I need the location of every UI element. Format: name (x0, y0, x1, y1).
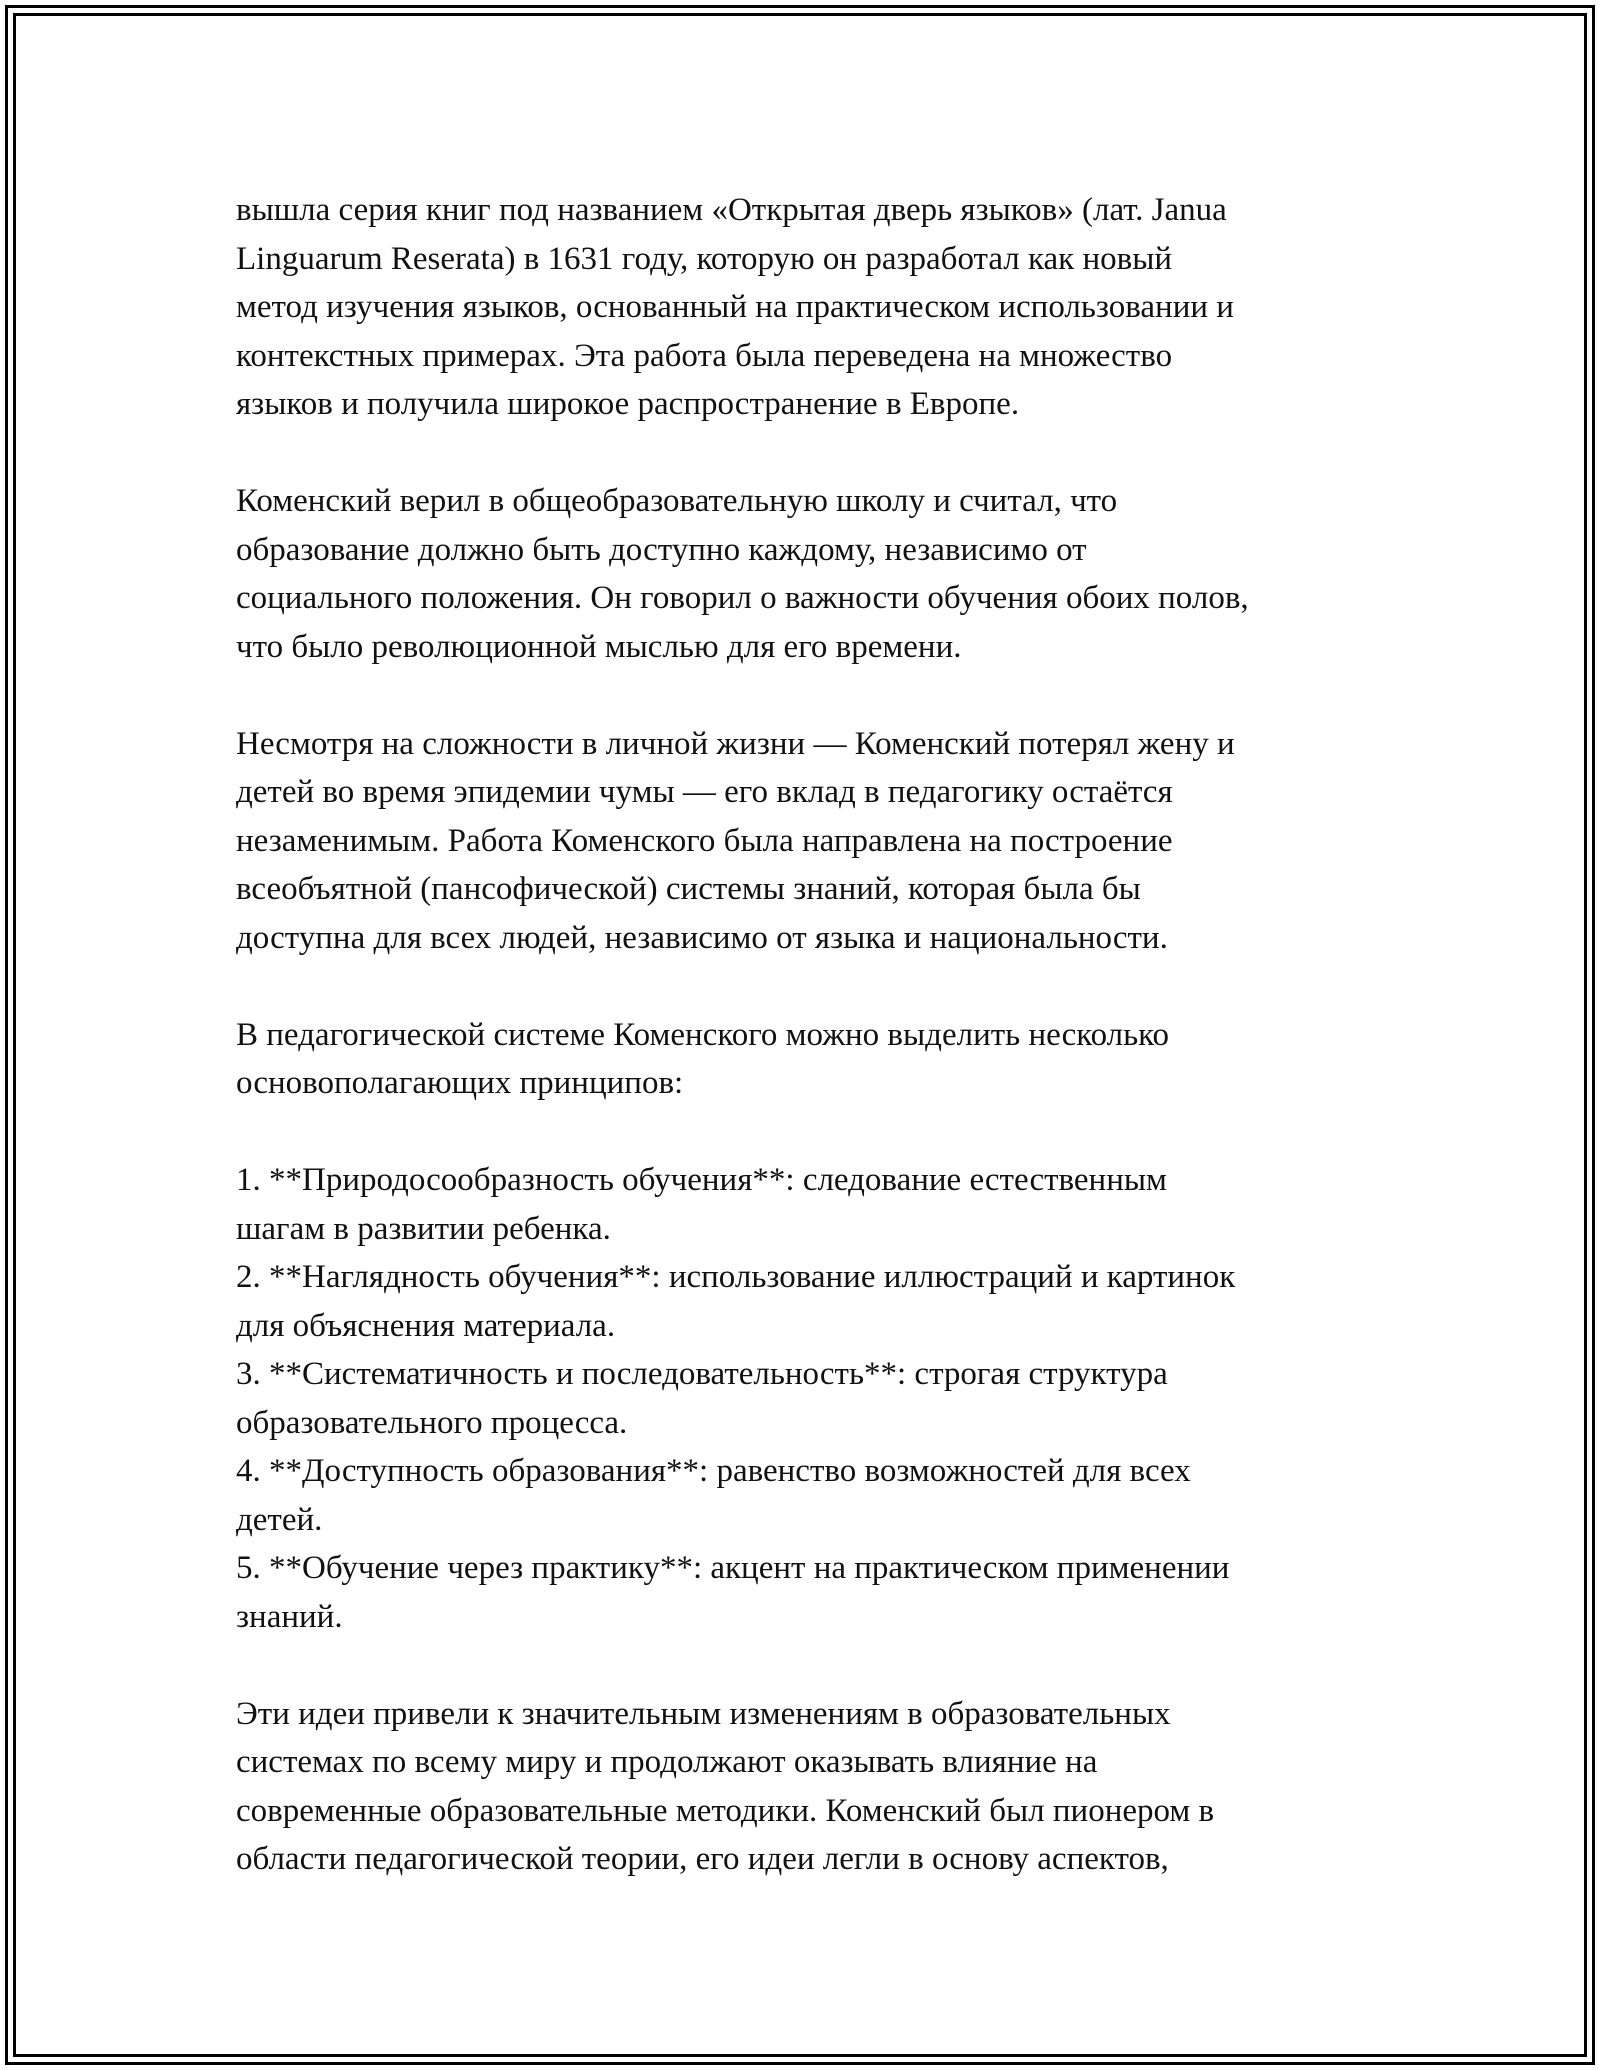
paragraph-gap (236, 671, 1386, 720)
paragraph-gap (236, 962, 1386, 1011)
paragraph-gap (236, 429, 1386, 478)
paragraph-janua: вышла серия книг под названием «Открытая дверь языков» (лат. Janua Linguarum Reserata) в 1631 году, которую он разработал как новый метод изучения языков, основанный на практическом использовании и контекстных примерах. Эта работа была переведена на множество языков и получила широкое распространение в Европе. (236, 192, 1234, 422)
principles-list: 1. **Природосообразность обучения**: следование естественным шагам в развитии ребенка. 2. **Наглядность обучения**: использование иллюстраций и картинок для объяснения материала. 3. **Систематичность и последовательность**: строгая структура образовательного процесса. 4. **Доступность образования**: равенство возможностей для всех детей. 5. **Обучение через практику**: акцент на практическом применении знаний. (236, 1162, 1236, 1635)
paragraph-influence: Эти идеи привели к значительным изменениям в образовательных системах по всему миру и продолжают оказывать влияние на современные образовательные методики. Коменский был пионером в области педагогической теории, его идеи легли в основу аспектов, (236, 1695, 1215, 1877)
document-body (236, 186, 1386, 1884)
paragraph-personal-life: Несмотря на сложности в личной жизни — Коменский потерял жену и детей во время эпидемии чумы — его вклад в педагогику остаётся незаменимым. Работа Коменского была направлена на построение всеобъятной (пансофической) системы знаний, которая была бы доступна для всех людей, независимо от языка и национальности. (236, 725, 1235, 956)
paragraph-gap (236, 1108, 1386, 1157)
paragraph-general-school: Коменский верил в общеобразовательную школу и считал, что образование должно быть доступно каждому, независимо от социального положения. Он говорил о важности обучения обоих полов, что было революционной мыслью для его времени. (236, 483, 1249, 665)
paragraph-principles-intro: В педагогической системе Коменского можно выделить несколько основополагающих принципов: (236, 1016, 1170, 1101)
paragraph-gap (236, 1641, 1386, 1690)
